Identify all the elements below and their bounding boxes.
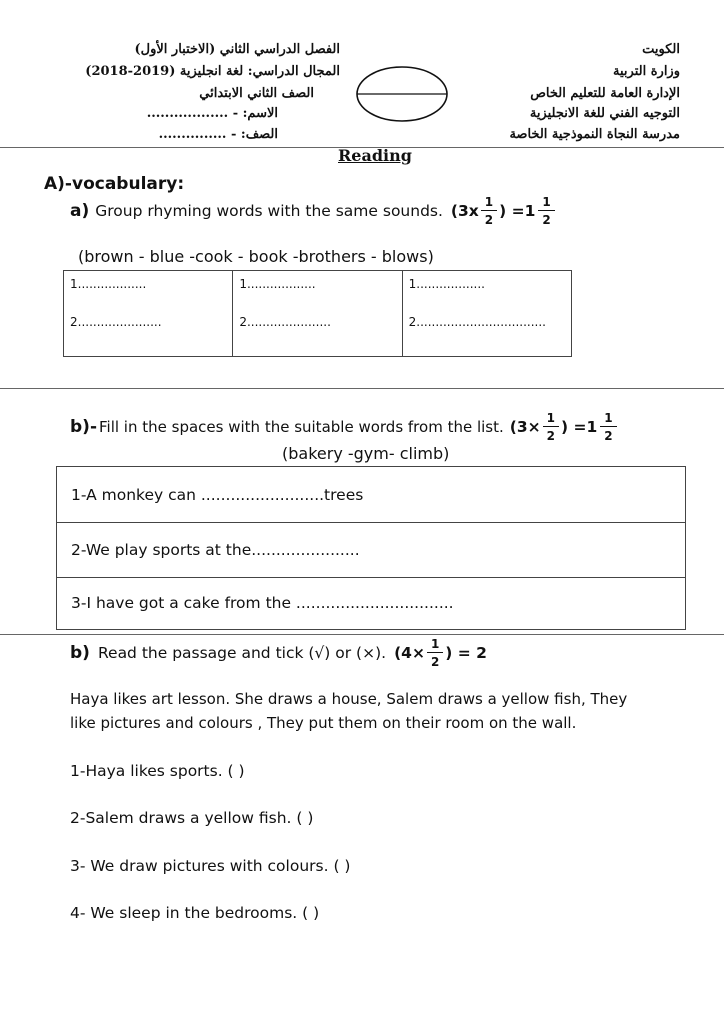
header-right-line-1: الكويت <box>642 42 680 57</box>
rhyming-cell-line-2[interactable]: 2...................... <box>70 315 162 329</box>
rhyming-cell-line-1[interactable]: 1.................. <box>408 277 485 291</box>
question-a-score-open: (3x <box>450 202 479 220</box>
rhyming-cell-line-2[interactable]: 2...................... <box>239 315 331 329</box>
rhyming-cell <box>64 271 233 357</box>
statement-1[interactable]: 1-Haya likes sports. ( ) <box>70 762 245 780</box>
header-right-line-2: وزارة التربية <box>613 64 680 79</box>
rhyming-cell <box>233 271 402 357</box>
header-right-line-3: الإدارة العامة للتعليم الخاص <box>530 86 680 101</box>
rhyming-cell-line-2[interactable]: 2.................................. <box>408 315 546 329</box>
question-b-text: Fill in the spaces with the suitable words from the list. <box>99 418 504 436</box>
passage-line-1: Haya likes art lesson. She draws a house, Salem draws a yellow fish, They <box>70 690 628 708</box>
section-divider <box>0 388 724 389</box>
fraction-numerator: 1 <box>481 196 497 211</box>
header-left-line-2: المجال الدراسي: لغة انجليزية (2019-2018) <box>85 64 340 79</box>
question-b-score-close: ) =1 <box>560 418 598 436</box>
statement-4[interactable]: 4- We sleep in the bedrooms. ( ) <box>70 904 320 922</box>
rhyming-cell-line-1[interactable]: 1.................. <box>70 277 147 291</box>
header-left-line-1: الفصل الدراسي الثاني (الاختبار الأول) <box>134 42 340 57</box>
question-a-score-close: ) =1 <box>499 202 536 220</box>
fraction-numerator: 1 <box>538 196 554 211</box>
fill-in-row-3[interactable]: 3-I have got a cake from the ................................ <box>71 593 454 612</box>
question-passage-label: b) <box>70 643 90 663</box>
question-a-word-list: (brown - blue -cook - book -brothers - blows) <box>78 247 434 266</box>
question-b-fraction <box>543 412 559 442</box>
question-a <box>70 196 557 226</box>
fill-in-row-1[interactable]: 1-A monkey can .........................trees <box>57 467 685 523</box>
question-passage-fraction <box>427 638 443 668</box>
fraction-numerator: 1 <box>600 412 616 427</box>
question-a-result-fraction <box>538 196 554 226</box>
rhyming-cell <box>402 271 571 357</box>
section-divider-2 <box>0 634 724 635</box>
fraction-denominator: 2 <box>542 213 551 227</box>
passage-line-2: like pictures and colours , They put them on their room on the wall. <box>70 714 577 732</box>
question-b-score-open: (3× <box>509 418 541 436</box>
question-passage-score-open: (4× <box>394 644 425 662</box>
header-left-line-5: الصف: - ............... <box>158 127 278 142</box>
statement-2[interactable]: 2-Salem draws a yellow fish. ( ) <box>70 809 314 827</box>
score-oval <box>354 64 450 124</box>
fraction-numerator: 1 <box>427 638 443 653</box>
question-passage-score-close: ) = 2 <box>445 644 487 662</box>
header-left-line-4: الاسم: - .................. <box>146 106 278 121</box>
question-b-word-list: (bakery -gym- climb) <box>282 444 450 463</box>
question-a-label: a) <box>70 201 90 221</box>
fill-in-row-2[interactable]: 2-We play sports at the...................... <box>57 523 685 578</box>
section-vocabulary-title: A)-vocabulary: <box>44 174 185 194</box>
question-a-text: Group rhyming words with the same sounds. <box>95 202 443 220</box>
question-b-label: b)- <box>70 417 97 437</box>
rhyming-cell-line-1[interactable]: 1.................. <box>239 277 316 291</box>
header-right-line-5: مدرسة النجاة النموذجية الخاصة <box>509 127 680 142</box>
fraction-denominator: 2 <box>484 213 494 227</box>
question-a-fraction <box>481 196 497 226</box>
fraction-denominator: 2 <box>430 655 440 669</box>
fraction-numerator: 1 <box>543 412 559 427</box>
question-passage <box>70 638 487 668</box>
fraction-denominator: 2 <box>546 429 555 443</box>
question-b <box>70 412 619 442</box>
header-right-line-4: التوجيه الفني للغة الانجليزية <box>529 106 680 121</box>
header-left-line-3: الصف الثاني الابتدائي <box>199 86 314 101</box>
statement-3[interactable]: 3- We draw pictures with colours. ( ) <box>70 857 351 875</box>
question-passage-text: Read the passage and tick (√) or (×). <box>97 644 387 662</box>
reading-title: Reading <box>338 146 412 165</box>
fraction-denominator: 2 <box>604 429 613 443</box>
rhyming-table <box>63 270 572 357</box>
question-b-result-fraction <box>600 412 616 442</box>
fill-in-box <box>56 466 686 630</box>
